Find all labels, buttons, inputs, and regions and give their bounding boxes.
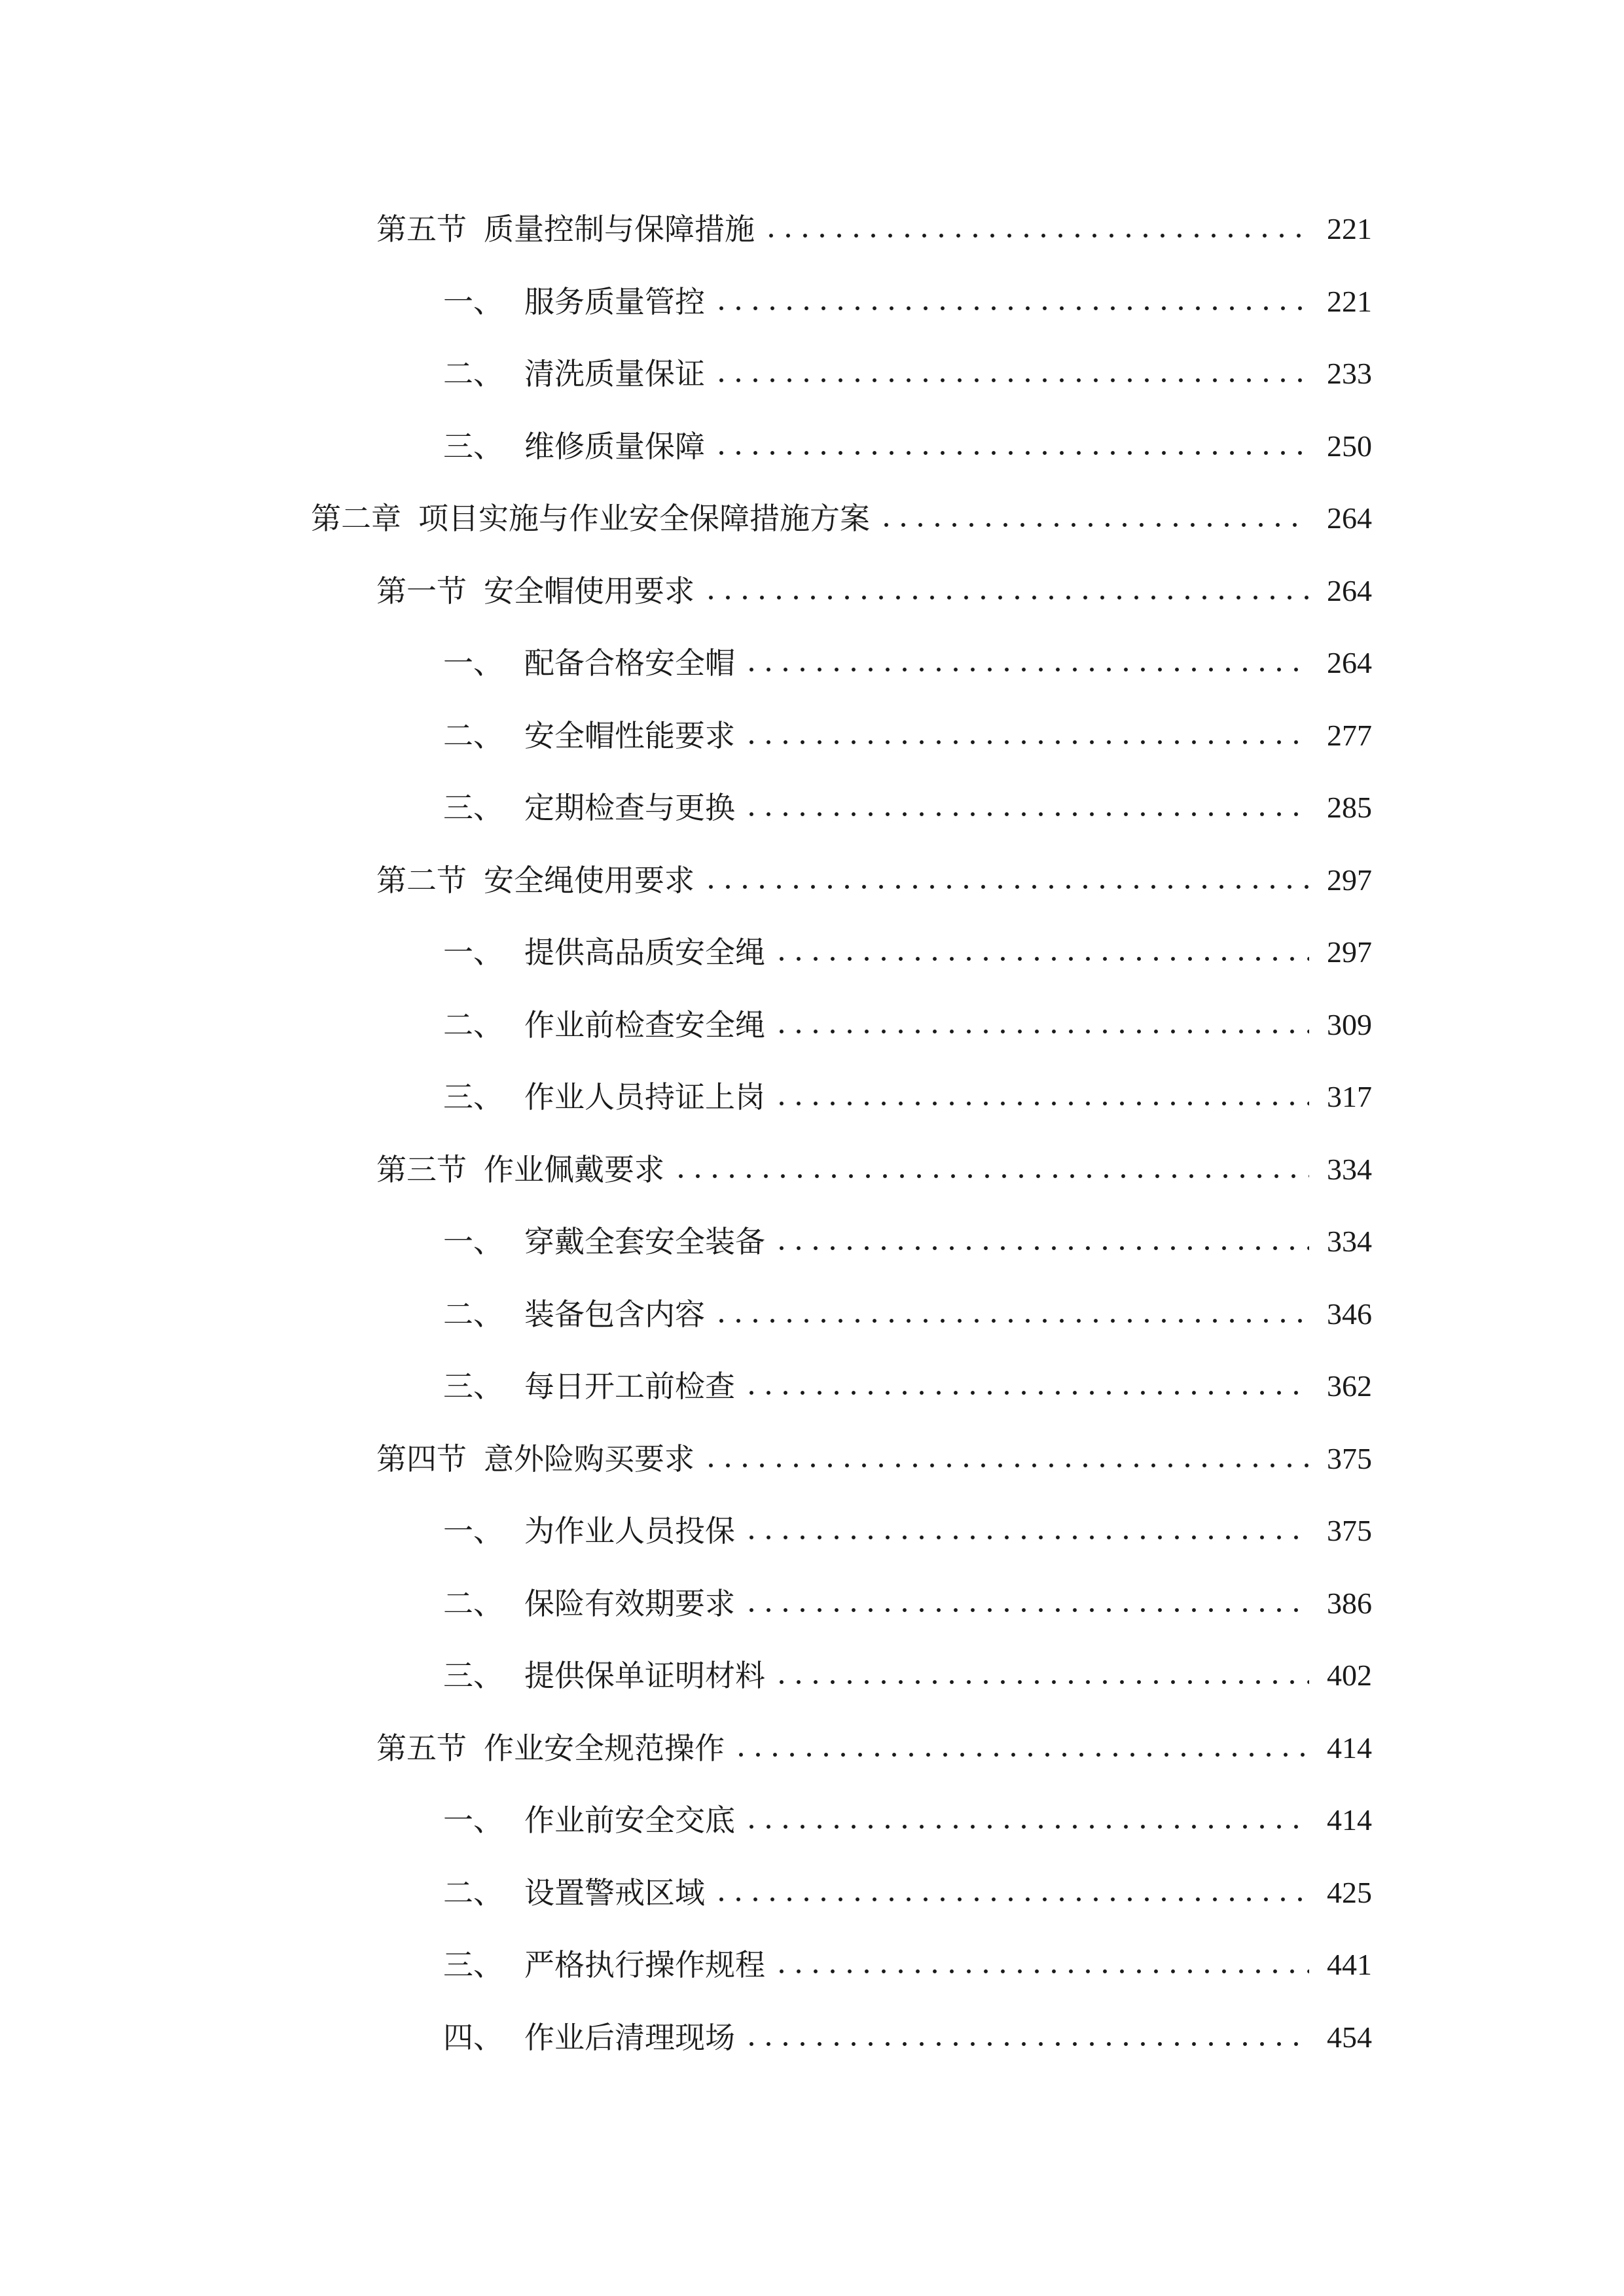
toc-entry-title: 每日开工前检查 xyxy=(524,1369,735,1404)
toc-entry[interactable] xyxy=(443,1363,1372,1409)
toc-entry[interactable] xyxy=(443,351,1372,397)
toc-entry[interactable] xyxy=(376,1436,1372,1482)
dot-leader xyxy=(773,1100,1309,1107)
toc-entry-page-number: 386 xyxy=(1327,1587,1372,1620)
toc-entry-number: 三、 xyxy=(443,790,503,825)
toc-entry[interactable] xyxy=(443,713,1372,759)
toc-entry-number: 一、 xyxy=(443,1224,503,1259)
toc-entry-title: 作业前安全交底 xyxy=(524,1803,735,1838)
toc-entry-title: 安全帽使用要求 xyxy=(484,573,695,609)
toc-entry-page-number: 285 xyxy=(1327,791,1372,824)
toc-entry[interactable] xyxy=(443,1942,1372,1988)
toc-entry-title: 安全帽性能要求 xyxy=(524,718,735,753)
toc-entry[interactable] xyxy=(376,206,1372,252)
toc-entry-number: 一、 xyxy=(443,284,503,319)
toc-entry-title: 装备包含内容 xyxy=(524,1297,705,1332)
dot-leader xyxy=(763,232,1309,239)
dot-leader xyxy=(713,305,1309,312)
toc-entry-page-number: 362 xyxy=(1327,1369,1372,1403)
toc-entry-page-number: 277 xyxy=(1327,719,1372,752)
toc-entry-number: 三、 xyxy=(443,1369,503,1404)
toc-entry[interactable] xyxy=(443,1797,1372,1843)
toc-entry-number: 二、 xyxy=(443,1007,503,1043)
toc-entry-page-number: 402 xyxy=(1327,1659,1372,1692)
dot-leader xyxy=(773,956,1309,962)
toc-entry[interactable] xyxy=(443,1074,1372,1120)
toc-entry-page-number: 264 xyxy=(1327,574,1372,607)
toc-entry-page-number: 375 xyxy=(1327,1442,1372,1475)
dot-leader xyxy=(743,2041,1309,2047)
toc-entry-title: 作业人员持证上岗 xyxy=(524,1079,765,1115)
toc-entry[interactable] xyxy=(443,1870,1372,1916)
toc-entry-page-number: 233 xyxy=(1327,357,1372,390)
toc-entry-page-number: 297 xyxy=(1327,935,1372,969)
toc-entry[interactable] xyxy=(443,1219,1372,1265)
toc-entry-title: 质量控制与保障措施 xyxy=(484,211,755,247)
dot-leader xyxy=(878,522,1309,528)
toc-entry[interactable] xyxy=(443,785,1372,831)
toc-entry-number: 第四节 xyxy=(376,1441,467,1477)
toc-entry-number: 第三节 xyxy=(376,1152,467,1187)
toc-entry[interactable] xyxy=(311,495,1372,541)
toc-entry-title: 穿戴全套安全装备 xyxy=(524,1224,765,1259)
toc-entry-page-number: 221 xyxy=(1327,212,1372,245)
toc-entry[interactable] xyxy=(443,279,1372,325)
dot-leader xyxy=(743,739,1309,745)
toc-entry[interactable] xyxy=(376,568,1372,614)
toc-entry-title: 定期检查与更换 xyxy=(524,790,735,825)
toc-entry[interactable] xyxy=(376,857,1372,903)
toc-entry-number: 二、 xyxy=(443,356,503,391)
dot-leader xyxy=(773,1679,1309,1685)
toc-entry-number: 三、 xyxy=(443,429,503,464)
dot-leader xyxy=(743,1823,1309,1830)
toc-entry-number: 第二节 xyxy=(376,863,467,898)
toc-entry-title: 提供保单证明材料 xyxy=(524,1658,765,1693)
dot-leader xyxy=(743,666,1309,673)
toc-entry-number: 第五节 xyxy=(376,211,467,247)
toc-entry-number: 二、 xyxy=(443,718,503,753)
dot-leader xyxy=(743,811,1309,817)
toc-entry-page-number: 264 xyxy=(1327,646,1372,679)
toc-entry[interactable] xyxy=(443,1002,1372,1048)
toc-entry[interactable] xyxy=(443,2015,1372,2060)
toc-entry-page-number: 414 xyxy=(1327,1803,1372,1837)
dot-leader xyxy=(702,884,1309,890)
dot-leader xyxy=(702,594,1309,601)
toc-entry-title: 严格执行操作规程 xyxy=(524,1947,765,1982)
toc-entry-page-number: 334 xyxy=(1327,1153,1372,1186)
toc-entry-title: 作业后清理现场 xyxy=(524,2020,735,2055)
toc-entry-page-number: 297 xyxy=(1327,863,1372,897)
toc-entry-number: 四、 xyxy=(443,2020,503,2055)
toc-entry-number: 三、 xyxy=(443,1079,503,1115)
toc-entry-page-number: 264 xyxy=(1327,501,1372,535)
toc-entry[interactable] xyxy=(443,1581,1372,1626)
toc-entry-title: 清洗质量保证 xyxy=(524,356,705,391)
toc-entry-page-number: 414 xyxy=(1327,1731,1372,1765)
dot-leader xyxy=(672,1173,1309,1179)
toc-entry-page-number: 221 xyxy=(1327,285,1372,318)
dot-leader xyxy=(702,1462,1309,1469)
toc-entry[interactable] xyxy=(376,1725,1372,1771)
toc-entry-page-number: 309 xyxy=(1327,1008,1372,1041)
dot-leader xyxy=(743,1607,1309,1613)
toc-entry-title: 作业安全规范操作 xyxy=(484,1731,725,1766)
dot-leader xyxy=(773,1028,1309,1035)
dot-leader xyxy=(773,1245,1309,1251)
toc-entry-title: 项目实施与作业安全保障措施方案 xyxy=(418,501,870,536)
toc-entry-number: 第一节 xyxy=(376,573,467,609)
toc-entry-number: 二、 xyxy=(443,1875,503,1910)
dot-leader xyxy=(713,1896,1309,1903)
dot-leader xyxy=(743,1534,1309,1541)
toc-entry-number: 二、 xyxy=(443,1586,503,1621)
toc-entry-title: 设置警戒区域 xyxy=(524,1875,705,1910)
toc-entry-title: 保险有效期要求 xyxy=(524,1586,735,1621)
toc-entry-number: 一、 xyxy=(443,935,503,970)
toc-entry[interactable] xyxy=(443,423,1372,469)
toc-entry-number: 第五节 xyxy=(376,1731,467,1766)
toc-entry-title: 作业前检查安全绳 xyxy=(524,1007,765,1043)
toc-entry-title: 为作业人员投保 xyxy=(524,1513,735,1549)
dot-leader xyxy=(713,450,1309,456)
toc-entry-title: 维修质量保障 xyxy=(524,429,705,464)
toc-entry-title: 作业佩戴要求 xyxy=(484,1152,664,1187)
toc-entry-page-number: 334 xyxy=(1327,1225,1372,1258)
toc-entry-number: 三、 xyxy=(443,1947,503,1982)
dot-leader xyxy=(732,1751,1309,1758)
dot-leader xyxy=(743,1390,1309,1396)
toc-entry-page-number: 317 xyxy=(1327,1080,1372,1113)
toc-entry-page-number: 375 xyxy=(1327,1514,1372,1547)
dot-leader xyxy=(773,1968,1309,1975)
toc-entry-number: 第二章 xyxy=(311,501,401,536)
toc-entry-page-number: 250 xyxy=(1327,429,1372,463)
toc-entry-page-number: 346 xyxy=(1327,1297,1372,1331)
toc-entry[interactable] xyxy=(443,1508,1372,1554)
toc-entry-page-number: 454 xyxy=(1327,2020,1372,2054)
toc-entry-page-number: 441 xyxy=(1327,1948,1372,1981)
toc-entry-title: 服务质量管控 xyxy=(524,284,705,319)
dot-leader xyxy=(713,1318,1309,1324)
toc-entry-number: 一、 xyxy=(443,1513,503,1549)
toc-entry[interactable] xyxy=(443,1653,1372,1698)
toc-entry[interactable] xyxy=(443,640,1372,686)
toc-entry-number: 一、 xyxy=(443,1803,503,1838)
toc-entry-title: 配备合格安全帽 xyxy=(524,645,735,681)
toc-entry-number: 三、 xyxy=(443,1658,503,1693)
toc-entry-number: 二、 xyxy=(443,1297,503,1332)
toc-entry-title: 意外险购买要求 xyxy=(484,1441,695,1477)
toc-entry-title: 提供高品质安全绳 xyxy=(524,935,765,970)
dot-leader xyxy=(713,377,1309,384)
toc-entry-title: 安全绳使用要求 xyxy=(484,863,695,898)
toc-entry-number: 一、 xyxy=(443,645,503,681)
toc-entry[interactable] xyxy=(443,929,1372,975)
toc-entry-page-number: 425 xyxy=(1327,1876,1372,1909)
toc-entry[interactable] xyxy=(443,1291,1372,1337)
toc-entry[interactable] xyxy=(376,1147,1372,1193)
